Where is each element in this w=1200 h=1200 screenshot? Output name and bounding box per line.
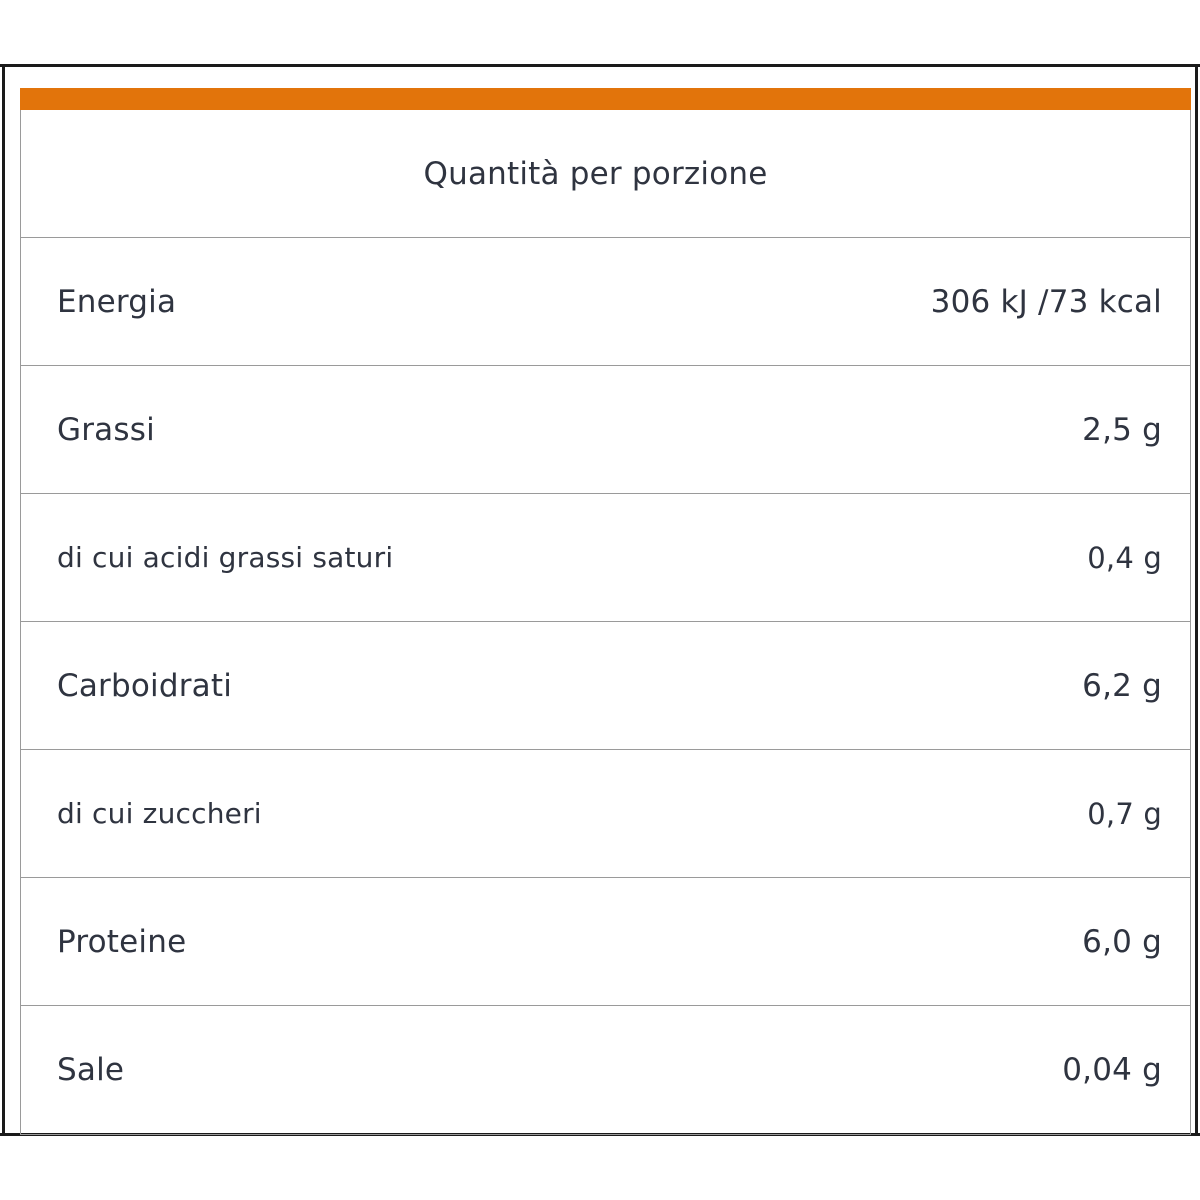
- nutrient-value-zuccheri: 0,7 g: [1087, 796, 1162, 831]
- table-row: [21, 494, 1190, 622]
- nutrition-facts-table: [20, 88, 1191, 1135]
- nutrient-value-sale: 0,04 g: [1062, 1052, 1162, 1088]
- table-row: [21, 622, 1190, 750]
- nutrient-label-energia: Energia: [57, 283, 177, 320]
- nutrient-label-grassi: Grassi: [57, 411, 155, 448]
- table-row: [21, 878, 1190, 1006]
- nutrient-label-acidi-grassi-saturi: di cui acidi grassi saturi: [57, 541, 394, 574]
- accent-bar: [20, 88, 1191, 110]
- nutrient-value-proteine: 6,0 g: [1082, 923, 1162, 960]
- table-row: [21, 1006, 1190, 1134]
- table-row: [21, 238, 1190, 366]
- table-header-row: [21, 110, 1190, 238]
- table-body: [20, 110, 1191, 1135]
- nutrient-label-carboidrati: Carboidrati: [57, 667, 233, 704]
- table-row: [21, 750, 1190, 878]
- nutrient-label-sale: Sale: [57, 1052, 125, 1088]
- table-row: [21, 366, 1190, 494]
- nutrient-value-energia: 306 kJ /73 kcal: [930, 283, 1162, 320]
- nutrient-label-proteine: Proteine: [57, 923, 187, 960]
- nutrient-value-acidi-grassi-saturi: 0,4 g: [1087, 540, 1162, 575]
- nutrient-value-grassi: 2,5 g: [1082, 411, 1162, 448]
- column-header-amount-per-serving: Quantità per porzione: [423, 155, 768, 192]
- nutrient-value-carboidrati: 6,2 g: [1082, 667, 1162, 704]
- nutrient-label-zuccheri: di cui zuccheri: [57, 797, 262, 830]
